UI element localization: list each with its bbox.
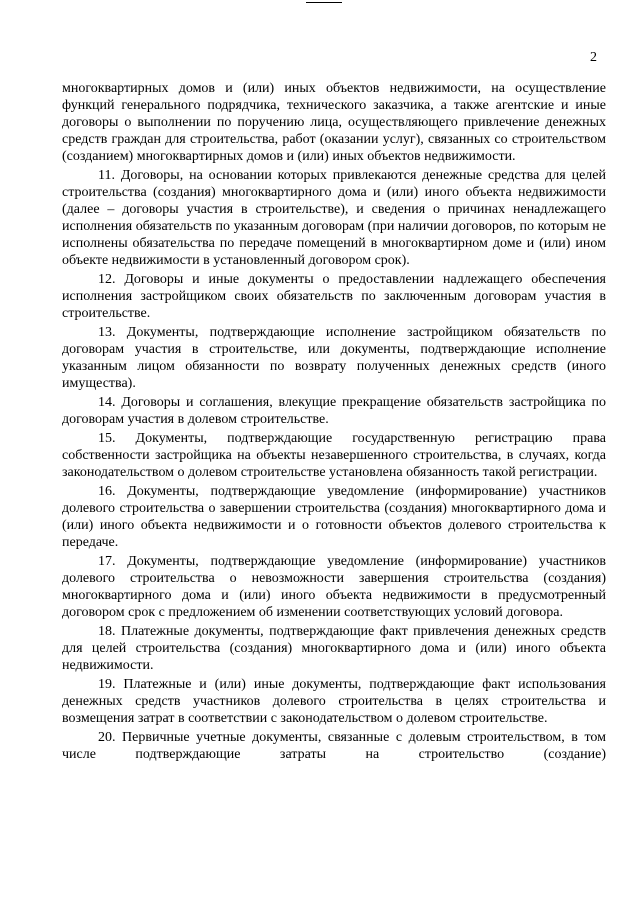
paragraph-item-17: 17. Документы, подтверждающие уведомление (информирование) участников долевого строительства о невозможности завершения строительства (создания) многоквартирного дома и (или) иного объекта недвижимости в предусмотренный договором срок с предложением об изменении соответствующих условий договора. [62,554,606,620]
page-number: 2 [590,50,597,65]
paragraph-item-13: 13. Документы, подтверждающие исполнение застройщиком обязательств по договорам участия в строительстве, или документы, подтверждающие исполнение указанным лицом обязанности по возврату полученных денежных средств (иного имущества). [62,325,606,391]
paragraph-item-16: 16. Документы, подтверждающие уведомление (информирование) участников долевого строительства о завершении строительства (создания) многоквартирного дома и (или) иного объекта недвижимости и о готовности объектов долевого строительства к передаче. [62,484,606,550]
document-body [62,80,606,765]
paragraph-item-15: 15. Документы, подтверждающие государственную регистрацию права собственности застройщика на объекты незавершенного строительства, в случаях, когда законодательством о долевом строительстве установлена обязанность такой регистрации. [62,431,606,480]
paragraph-item-14: 14. Договоры и соглашения, влекущие прекращение обязательств застройщика по договорам участия в долевом строительстве. [62,395,606,427]
paragraph-item-18: 18. Платежные документы, подтверждающие факт привлечения денежных средств для целей строительства (создания) многоквартирного дома и (или) иного объекта недвижимости. [62,624,606,673]
paragraph-continuation: многоквартирных домов и (или) иных объектов недвижимости, на осуществление функций генерального подрядчика, технического заказчика, а также агентские и иные договоры о выполнении по поручению лица, осуществляющего привлечение денежных средств граждан для строительства, работ (оказании услуг), связанных со строительством (созданием) многоквартирных домов и (или) иных объектов недвижимости. [62,81,606,164]
top-margin-mark [306,2,342,3]
paragraph-item-20: 20. Первичные учетные документы, связанные с долевым строительством, в том числе подтверждающие затраты на строительство (создание) [62,730,606,762]
paragraph-item-12: 12. Договоры и иные документы о предоставлении надлежащего обеспечения исполнения застройщиком своих обязательств по заключенным договорам участия в строительстве. [62,272,606,321]
paragraph-item-11: 11. Договоры, на основании которых привлекаются денежные средства для целей строительства (создания) многоквартирного дома и (или) иного объекта недвижимости (далее – договоры участия в строительстве), и сведения о причинах ненадлежащего исполнения обязательств по указанным договорам (при наличии договоров, по которым не исполнены обязательства по передаче помещений в многоквартирном доме и (или) ином объекте недвижимости в установленный договором срок). [62,168,606,268]
paragraph-item-19: 19. Платежные и (или) иные документы, подтверждающие факт использования денежных средств участников долевого строительства в целях строительства и возмещения затрат в соответствии с законодательством о долевом строительстве. [62,677,606,726]
